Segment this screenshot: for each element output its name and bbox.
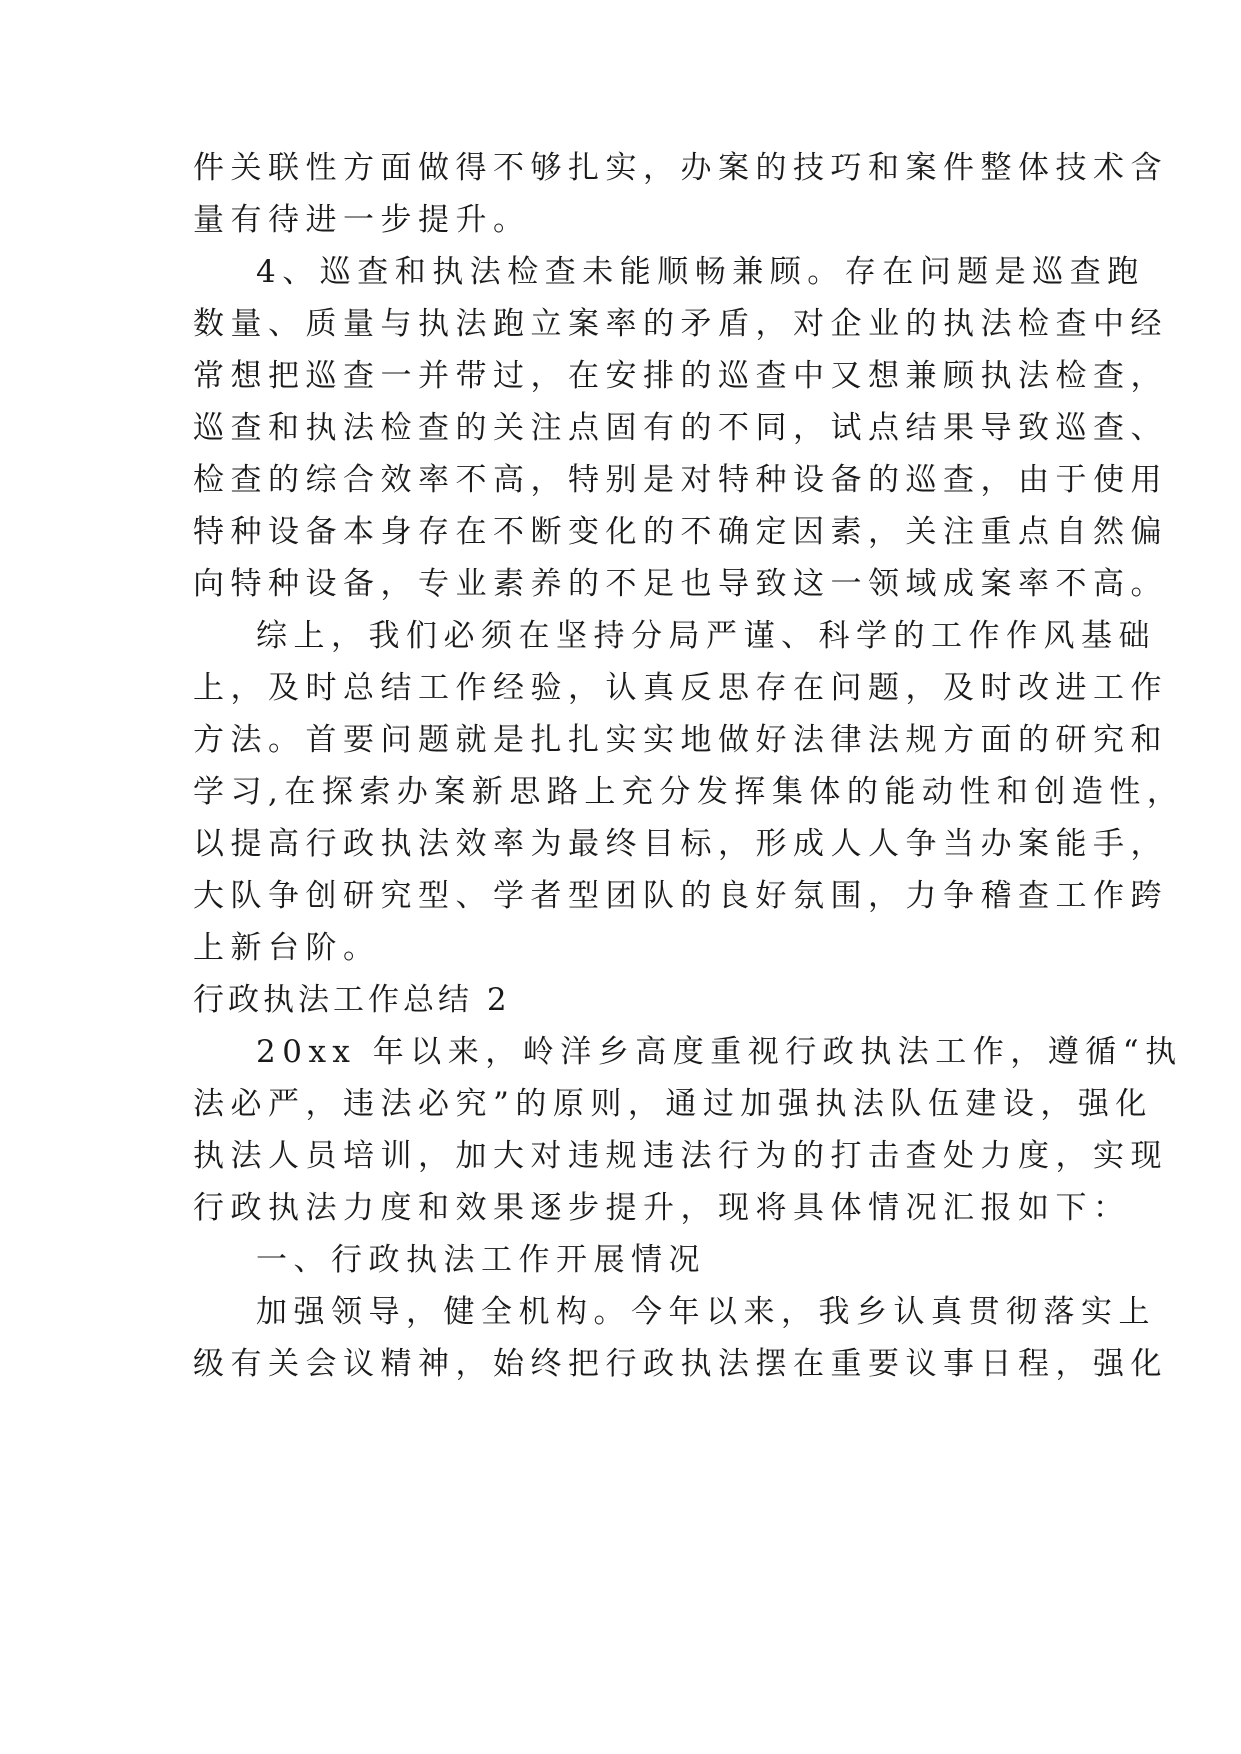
paragraph-line: 上，及时总结工作经验，认真反思存在问题，及时改进工作	[193, 670, 1168, 706]
paragraph-line: 上新台阶。	[193, 930, 381, 966]
paragraph-line: 向特种设备，专业素养的不足也导致这一领域成案率不高。	[193, 566, 1168, 602]
paragraph-line: 件关联性方面做得不够扎实，办案的技巧和案件整体技术含	[193, 150, 1168, 186]
subsection-heading: 一、行政执法工作开展情况	[256, 1242, 706, 1278]
paragraph-line: 综上，我们必须在坚持分局严谨、科学的工作作风基础	[256, 618, 1156, 654]
paragraph-line: 4、巡查和执法检查未能顺畅兼顾。存在问题是巡查跑	[256, 254, 1145, 290]
paragraph-line: 学习,在探索办案新思路上充分发挥集体的能动性和创造性，	[193, 774, 1185, 810]
paragraph-line: 量有待进一步提升。	[193, 202, 531, 238]
paragraph-line: 数量、质量与执法跑立案率的矛盾，对企业的执法检查中经	[193, 306, 1168, 342]
paragraph-line: 20xx 年以来，岭洋乡高度重视行政执法工作，遵循“执	[256, 1034, 1183, 1070]
paragraph-line: 以提高行政执法效率为最终目标，形成人人争当办案能手，	[193, 826, 1168, 862]
paragraph-line: 行政执法力度和效果逐步提升，现将具体情况汇报如下：	[193, 1190, 1131, 1226]
paragraph-line: 执法人员培训，加大对违规违法行为的打击查处力度，实现	[193, 1138, 1168, 1174]
paragraph-line: 级有关会议精神，始终把行政执法摆在重要议事日程，强化	[193, 1346, 1168, 1382]
paragraph-line: 方法。首要问题就是扎扎实实地做好法律法规方面的研究和	[193, 722, 1168, 758]
paragraph-line: 法必严，违法必究”的原则，通过加强执法队伍建设，强化	[193, 1086, 1153, 1122]
paragraph-line: 常想把巡查一并带过，在安排的巡查中又想兼顾执法检查，	[193, 358, 1168, 394]
paragraph-line: 大队争创研究型、学者型团队的良好氛围，力争稽查工作跨	[193, 878, 1168, 914]
section-heading: 行政执法工作总结 2	[193, 982, 511, 1018]
paragraph-line: 加强领导，健全机构。今年以来，我乡认真贯彻落实上	[256, 1294, 1156, 1330]
paragraph-line: 检查的综合效率不高，特别是对特种设备的巡查，由于使用	[193, 462, 1168, 498]
paragraph-line: 特种设备本身存在不断变化的不确定因素，关注重点自然偏	[193, 514, 1168, 550]
paragraph-line: 巡查和执法检查的关注点固有的不同，试点结果导致巡查、	[193, 410, 1168, 446]
